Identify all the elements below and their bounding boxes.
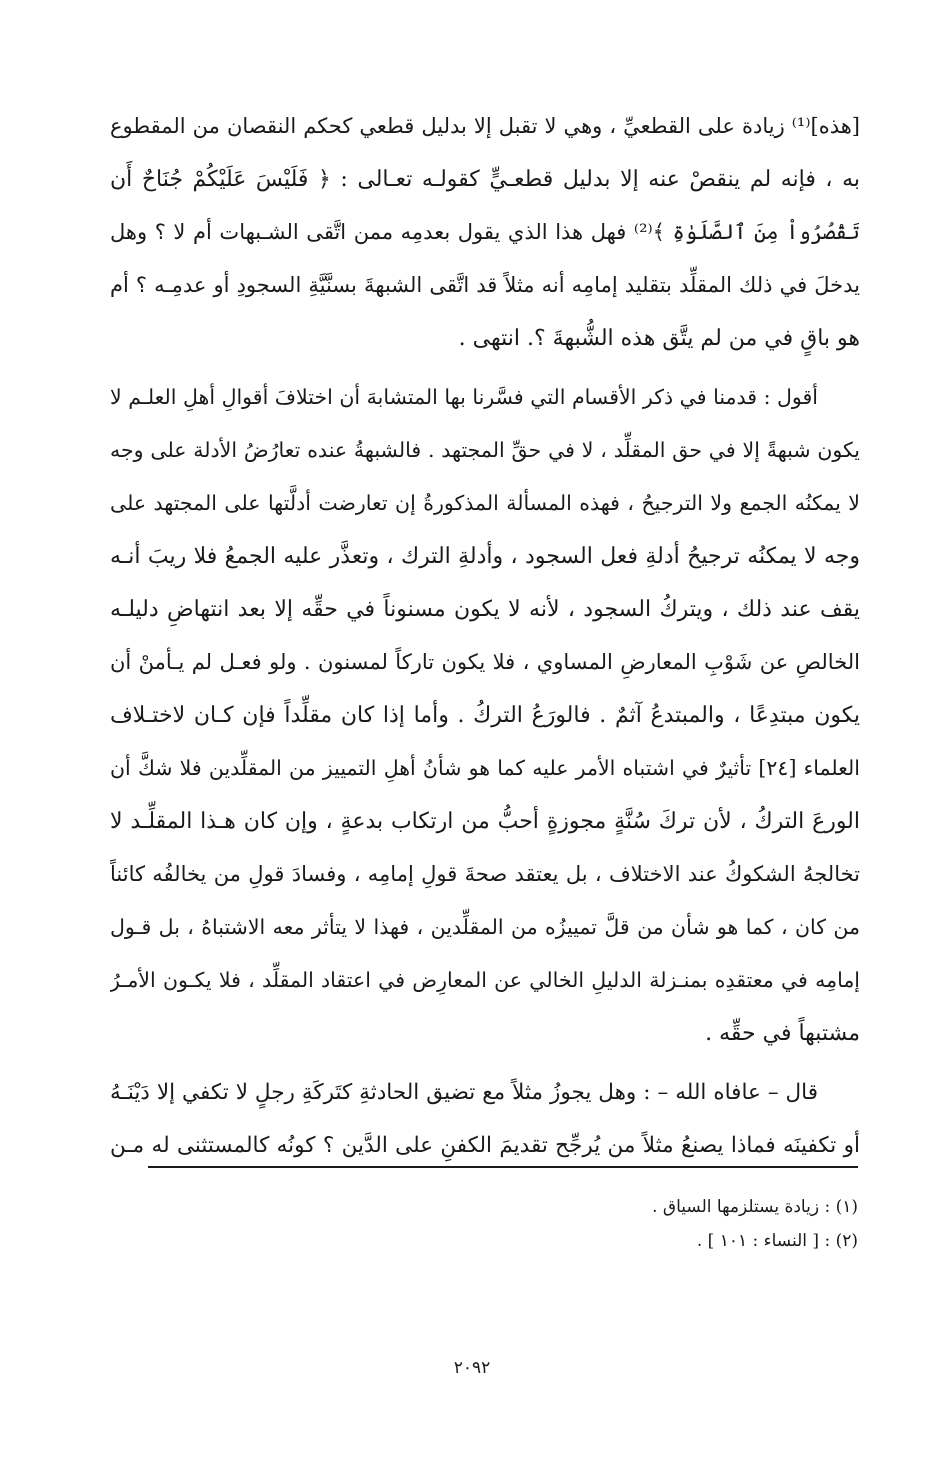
paragraph	[110, 1066, 860, 1172]
footnote-separator	[148, 1166, 858, 1168]
text-line: به ، فإنه لم ينقصْ عنه إلا بدليل قطعـيٍّ كقولـه تعـالى : ﴿ فَلَيْسَ عَلَيْكُمْ جُنَاحٌ أَن	[110, 167, 860, 192]
text-line: أقول : قدمنا في ذكر الأقسام التي فسَّرنا بها المتشابهَ أن اختلافَ أقوالِ أهلِ العلـم لا	[110, 385, 818, 409]
footnotes	[400, 1190, 858, 1258]
text-line: وجه لا يمكنُه ترجيحُ أدلةِ فعل السجود ، وأدلةِ الترك ، وتعذَّر عليه الجمعُ فلا ريبَ أنـه	[110, 544, 860, 569]
text-line: يكون شبهةً إلا في حق المقلِّد ، لا في حقِّ المجتهد . فالشبهةُ عنده تعارُضُ الأدلة على وجه	[110, 438, 860, 462]
text-line: العلماء [٢٤] تأثيرٌ في اشتباه الأمر عليه كما هو شأنُ أهلِ التمييز من المقلِّدين فلا شكَّ أن	[110, 756, 860, 780]
text-line: الورعَ التركُ ، لأن تركَ سُنَّةٍ مجوزةٍ أحبُّ من ارتكاب بدعةٍ ، وإن كان هـذا المقلِّـد لا	[110, 809, 860, 834]
main-text	[110, 100, 860, 1172]
footnote: (٢) : [ النساء : ١٠١ ] .	[696, 1231, 858, 1251]
text-line: قال – عافاه الله – : وهل يجوزُ مثلاً مع تضيق الحادثةِ كتَركَةِ رجلٍ لا تكفي إلا دَيْنَـهُ	[110, 1080, 818, 1105]
text-line: الخالصِ عن شَوْبِ المعارضِ المساوي ، فلا يكون تاركاً لمسنون . ولو فعـل لم يـأمنْ أن	[110, 650, 860, 674]
paragraph	[110, 100, 860, 365]
text-line: تَقْصُرُواْ مِنَ ٱلصَّلَوٰةِ ﴾⁽²⁾ فهل هذا الذي يقول بعدمِه ممن اتَّقى الشـبهات أم لا ؟ وهل	[110, 220, 860, 244]
text-line: هو باقٍ في من لم يتَّق هذه الشُّبهةَ ؟. انتهى .	[458, 326, 860, 351]
text-line: لا يمكنُه الجمع ولا الترجيحُ ، فهذه المسألة المذكورةُ إن تعارضت أدلَّتها على المجتهد على	[110, 491, 860, 515]
text-line: [هذه]⁽¹⁾ زيادة على القطعيِّ ، وهي لا تقبل إلا بدليل قطعي كحكم النقصان من المقطوع	[110, 114, 860, 138]
paragraph	[110, 371, 860, 1060]
page-number: ٢٠٩٢	[453, 1358, 491, 1378]
text-line: أو تكفينَه فماذا يصنعُ مثلاً من يُرجِّح تقديمَ الكفنِ على الدَّين ؟ كونُه كالمستثنى له مـن	[110, 1133, 860, 1158]
text-line: إمامِه في معتقدِه بمنـزلة الدليلِ الخالي عن المعارِض في اعتقاد المقلِّد ، فلا يكـون الأمـرُ	[110, 968, 860, 992]
text-line: يدخلَ في ذلك المقلِّد بتقليد إمامِه أنه مثلاً قد اتَّقى الشبهةَ بسنَّيَّةِ السجودِ أو عدمِـه ؟ أم	[110, 273, 860, 297]
text-line: يكون مبتدِعًا ، والمبتدعُ آثمٌ . فالورَعُ التركُ . وأما إذا كان مقلِّداً فإن كـان لاختـلاف	[110, 703, 860, 728]
text-line: من كان ، كما هو شأن من قلَّ تمييزُه من المقلِّدين ، فهذا لا يتأثر معه الاشتباهُ ، بل قـول	[110, 915, 860, 939]
text-line: يقف عند ذلك ، ويتركُ السجود ، لأنه لا يكون مسنوناً في حقِّه إلا بعد انتهاضِ دليلـه	[110, 597, 860, 622]
text-line: تخالجهُ الشكوكُ عند الاختلاف ، بل يعتقد صحةَ قولِ إمامِه ، وفسادَ قولِ من يخالفُه كائناً	[110, 862, 860, 886]
text-line: مشتبهاً في حقِّه .	[705, 1021, 860, 1046]
footnote: (١) : زيادة يستلزمها السياق .	[652, 1197, 858, 1217]
